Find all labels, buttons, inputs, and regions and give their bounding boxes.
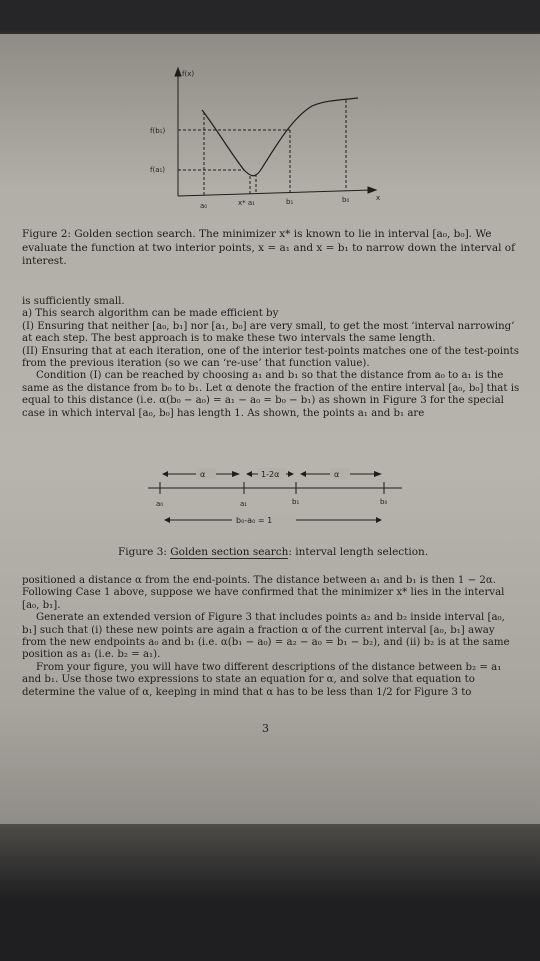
alpha-left-label: α xyxy=(200,470,206,479)
f-a1-label: f(a₁) xyxy=(150,166,166,174)
caption-underlined: Golden section search xyxy=(170,546,289,558)
tick-b1-label: b₁ xyxy=(292,498,300,506)
middle-label: 1-2α xyxy=(261,470,280,479)
tick-a0-label: a₀ xyxy=(156,500,164,508)
f-b1-label: f(b₁) xyxy=(150,127,166,135)
paragraph: Generate an extended version of Figure 3 that includes points a₂ and b₂ inside interval [a₀, b₁] such that (i) these new points are again a fraction α of the current interval [a₀, b₁] away from the new endpoints a₀ and b₁ (i.e. α(b₁ − a₀) = a₂ − a₀ = b₁ − b₂), and (ii) b₂ is at the same position as a₁ (i.e. b₂ = a₁). xyxy=(22,612,510,661)
figure-3-caption xyxy=(118,546,428,558)
paragraph: From your figure, you will have two different descriptions of the distance between b₂ = a₁ and b₁. Use those two expressions to state an equation for α, and solve that equation to determine the value of α, keeping in mind that α has to be less than 1/2 for Figure 3 to xyxy=(22,661,502,698)
tick-b0-label: b₀ xyxy=(380,498,388,506)
body-text-2 xyxy=(22,575,520,699)
tick-a0: a₀ xyxy=(200,202,208,210)
x-axis-label: x xyxy=(376,194,381,202)
length-label: b₀-a₀ = 1 xyxy=(236,516,273,525)
tick-b1: b₁ xyxy=(286,198,294,206)
paragraph: a) This search algorithm can be made efficient by xyxy=(22,308,279,320)
tick-b0: b₀ xyxy=(342,196,350,204)
paragraph: (II) Ensuring that at each iteration, one of the interior test-points matches one of the test-points from the previous iteration (so we can ‘re-use’ that function value). xyxy=(22,345,519,370)
paragraph: Condition (I) can be reached by choosing a₁ and b₁ so that the distance from a₀ to a₁ is the same as the distance from b₀ to b₁. Let α denote the fraction of the entire interval [a₀, b₀] that is equal to this distance (i.e. α(b₀ − a₀) = a₁ − a₀ = b₀ − b₁) as shown in Figure 3 for the special case in which interval [a₀, b₀] has length 1. As shown, the points a₁ and b₁ are xyxy=(22,370,520,419)
tick-a1-label: a₁ xyxy=(240,500,248,508)
paragraph: is sufficiently small. xyxy=(22,296,125,307)
caption-suffix: : interval length selection. xyxy=(288,546,429,558)
caption-prefix: Figure 3: xyxy=(118,546,171,558)
alpha-right-label: α xyxy=(334,470,340,479)
page-number: 3 xyxy=(262,722,269,735)
paragraph: (I) Ensuring that neither [a₀, b₁] nor [a₁, b₀] are very small, to get the most ‘interval narrowing’ at each step. The best approach is to make these two intervals the same length. xyxy=(22,320,515,345)
y-axis-label: f(x) xyxy=(182,70,195,78)
figure-2-caption: Figure 2: Golden section search. The minimizer x* is known to lie in interval [a₀, b₀]. We evaluate the function at two interior points, x = a₁ and x = b₁ to narrow down the interval of interest. xyxy=(22,228,515,267)
paragraph: positioned a distance α from the end-points. The distance between a₁ and b₁ is then 1 − 2α. Following Case 1 above, suppose we have confirmed that the minimizer x* lies in the interval [a₀, b₁]. xyxy=(22,575,505,611)
tick-xstar-a1: x* a₁ xyxy=(238,199,255,207)
